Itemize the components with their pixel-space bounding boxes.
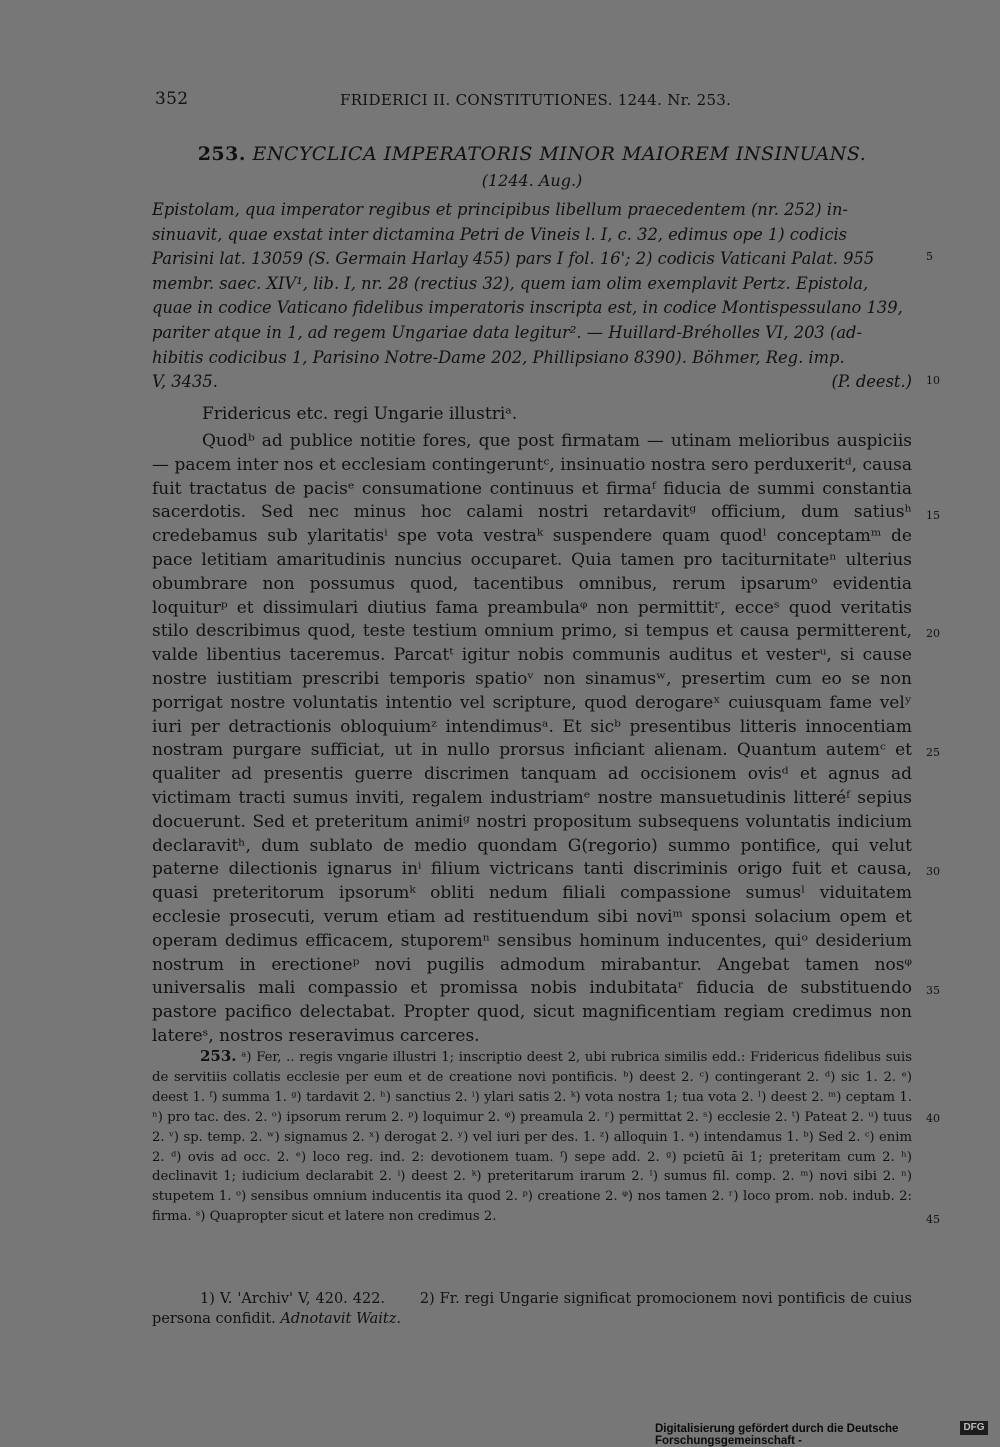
document-date: (1244. Aug.) (481, 171, 583, 190)
note-3: Adnotavit Waitz. (280, 1310, 401, 1327)
document-title (152, 143, 912, 165)
digitization-credit: Digitalisierung gefördert durch die Deutsche Forschungsgemeinschaft - (655, 1423, 899, 1447)
line-number: 35 (926, 984, 940, 997)
intro-line: hibitis codicibus 1, Parisino Notre-Dame 202, Phillipsiano 8390). Böhmer, Reg. imp. (152, 347, 845, 367)
document-number: 253. (197, 143, 246, 165)
line-number: 20 (926, 627, 940, 640)
intro-reference: V, 3435. (152, 372, 218, 392)
line-number: 30 (926, 865, 940, 878)
footnote-text: ᵃ) Fer, .. regis vngarie illustri 1; inscriptio deest 2, ubi rubrica similis edd.: Fridericus fidelibus suis de servitiis collatis ecclesie per eum et de creatione novi pontificis. ᵇ) deest 2. ᶜ) contingerant 2. ᵈ) sic 1. 2. ᵉ) deest 1. ᶠ) summa 1. ᵍ) tardavit 2. ʰ) sanctius 2. ⁱ) ylari satis 2. ᵏ) vota nostra 1; tua vota 2. ˡ) deest 2. ᵐ) ceptam 1. ⁿ) pro tac. des. 2. ᵒ) ipsorum rerum 2. ᵖ) loquimur 2. ᵠ) preamula 2. ʳ) permittat 2. ˢ) ecclesie 2. ᵗ) Pateat 2. ᵘ) tuus 2. ᵛ) sp. temp. 2. ʷ) signamus 2. ˣ) derogat 2. ʸ) vel iuri per des. 1. ᶻ) alloquin 1. ᵃ) intendamus 1. ᵇ) Sed 2. ᶜ) enim 2. ᵈ) ovis ad occ. 2. ᵉ) loco reg. ind. 2: devotionem tuam. ᶠ) sepe add. 2. ᵍ) pcietū āi 1; preteritam cum 2. ʰ) declinavit 1; iudicium declarabit 2. ⁱ) deest 2. ᵏ) preteritarum irarum 2. ˡ) sumus fil. comp. 2. ᵐ) novi sibi 2. ⁿ) stupetem 1. ᵒ) sensibus omnium inducentis ita quod 2. ᵖ) creatione 2. ᵠ) nos tamen 2. ʳ) loco prom. nob. indub. 2: firma. ˢ) Quapropter sicut et latere non credimus 2. (152, 1050, 912, 1225)
line-number: 40 (926, 1112, 940, 1125)
intro-line-last (152, 370, 912, 395)
intro-line: Epistolam, qua imperator regibus et principibus libellum praecedentem (nr. 252) in- (152, 200, 848, 219)
intro-line: quae in codice Vaticano fidelibus imperatoris inscripta est, in codice Montispessulano 139, (152, 298, 903, 318)
running-title: FRIDERICI II. CONSTITUTIONES. 1244. Nr. 253. (340, 91, 732, 109)
document-title-text: ENCYCLICA IMPERATORIS MINOR MAIOREM INSINUANS. (252, 143, 867, 165)
line-number: 10 (926, 374, 940, 387)
intro-line: Parisini lat. 13059 (S. Germain Harlay 455) pars I fol. 16'; 2) codicis Vaticani Palat. 955 (152, 249, 875, 269)
note-2: 2) Fr. regi Ungarie significat promocionem novi pontificis de cuius persona confidit. (152, 1291, 912, 1327)
page-number: 352 (155, 89, 189, 109)
running-header (155, 89, 895, 113)
letter-body (152, 430, 912, 1049)
intro-line: sinuavit, quae exstat inter dictamina Petri de Vineis l. I, c. 32, edimus ope 1) codicis (152, 224, 848, 244)
intro-line: pariter atque in 1, ad regem Ungariae data legitur². — Huillard-Bréholles VI, 203 (ad- (152, 322, 862, 342)
letter-paragraph: Quodᵇ ad publice notitie fores, que post firmatam — utinam melioribus auspiciis — pacem inter nos et ecclesiam contingeruntᶜ, insinuatio nostra sero perduxeritᵈ, causa fuit tractatus de pacisᵉ consumatione continuus et firmaᶠ fiducia de summi constantia sacerdotis. Sed nec minus hoc calami nostri retardavitᵍ officium, dum satiusʰ credebamus sub ylaritatisⁱ spe vota vestraᵏ suspendere quam quodˡ conceptamᵐ de pace letitiam amaritudinis nuncius occuparet. Quia tamen pro taciturnitateⁿ ulterius obumbrare non possumus quod, tacentibus omnibus, rerum ipsarumᵒ evidentia loquiturᵖ et dissimulari diutius fama preambulaᵠ non permittitʳ, ecceˢ quod veritatis stilo describimus quod, teste testium omnium primo, si tempus et causa permitterent, valde libentius taceremus. Parcatᵗ igitur nobis communis auditus et vesterᵘ, si cause nostre iustitiam prescribi temporis spatioᵛ non sinamusʷ, presertim cum eo se non porrigat nostre voluntatis intentio vel scripture, quod derogareˣ cuiusquam fame velʸ iuri per detractionis obloquiumᶻ intendimusᵃ. Et sicᵇ presentibus litteris innocentiam nostram purgare sufficiat, ut in nullo prorsus inficiant alienam. Quantum autemᶜ et qualiter ad presentis guerre discrimen tanquam ad occisionem ovisᵈ et agnus ad victimam tracti sumus inviti, regalem industriamᵉ nostre mansuetudinis litteréᶠ sepius docuerunt. Sed et preteritum animiᵍ nostri propositum subsequens voluntatis indicium declaravitʰ, dum sublato de medio quondam G(regorio) summo pontifice, qui velut paterne dilectionis ignarus inⁱ filium victricans tanti discriminis origo fuit et causa, quasi preteritorum ipsorumᵏ obliti nedum filiali compassione sumusˡ viduitatem ecclesie prosecuti, verum etiam ad restituendum sibi noviᵐ sponsi solacium opem et operam dedimus efficacem, stuporemⁿ sensibus hominum inducentes, quiᵒ desiderium nostrum in erectioneᵖ novi pugilis admodum mirabantur. Angebat tamen nosᵠ universalis mali compassio et promissa nobis indubitataʳ fiducia de substituendo pastore pacifico delectabat. Propter quod, sicut magnificentiam regiam credimus non latereˢ, nostros reseravimus carceres. (152, 431, 912, 1046)
line-number: 25 (926, 746, 940, 759)
line-number: 5 (926, 250, 933, 263)
intro-source-note: (P. deest.) (831, 372, 912, 392)
salutation: Fridericus etc. regi Ungarie illustriᵃ. (202, 404, 518, 424)
editorial-notes (152, 1290, 912, 1329)
footnote-number: 253. (200, 1047, 237, 1065)
dfg-logo: DFG (960, 1421, 988, 1435)
critical-apparatus (152, 1047, 912, 1227)
intro-paragraph (152, 198, 912, 395)
line-number: 15 (926, 509, 940, 522)
intro-line: membr. saec. XIV¹, lib. I, nr. 28 (rectius 32), quem iam olim exemplavit Pertz. Epistola, (152, 273, 869, 293)
line-number: 45 (926, 1213, 940, 1226)
note-1: 1) V. 'Archiv' V, 420. 422. (200, 1291, 386, 1307)
